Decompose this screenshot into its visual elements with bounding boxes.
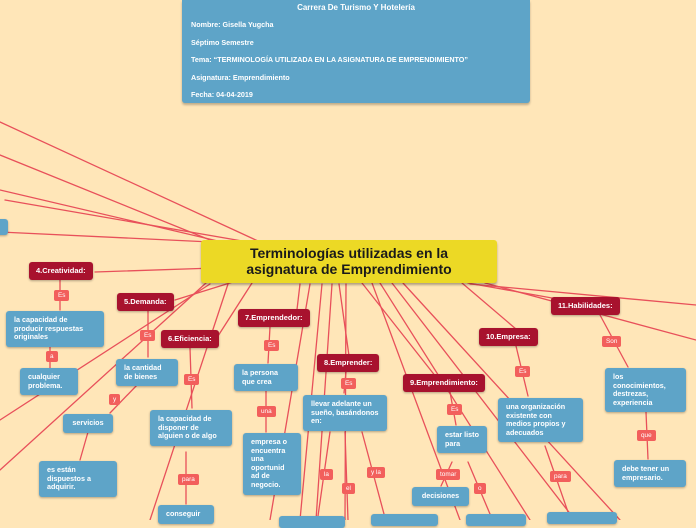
subtopic-debe-tener-empresario[interactable]: debe tener un empresario.: [614, 460, 686, 487]
main-topic-habilidades[interactable]: 11.Habilidades:: [551, 297, 620, 315]
connector-line: [0, 122, 258, 241]
header-semester: Séptimo Semestre: [191, 37, 254, 47]
connector-a[interactable]: a: [46, 351, 58, 362]
main-topic-empresa[interactable]: 10.Empresa:: [479, 328, 538, 346]
subtopic-organizacion-existente[interactable]: una organización existente con medios propios y adecuados: [498, 398, 583, 442]
subtopic-estar-listo[interactable]: estar listo para: [437, 426, 487, 453]
connector-para[interactable]: para: [550, 471, 571, 482]
main-topic-emprender[interactable]: 8.Emprender:: [317, 354, 379, 372]
header-date: Fecha: 04-04-2019: [191, 90, 253, 100]
connector-tomar[interactable]: tomar: [436, 469, 460, 480]
subtopic-capacidad-de-disponer[interactable]: la capacidad de disponer de alguien o de algo: [150, 410, 232, 446]
subtopic-partial-1[interactable]: [279, 516, 345, 528]
header-student-name: Nombre: Gisella Yugcha: [191, 20, 274, 29]
header-title: Carrera De Turismo Y Hotelería: [297, 3, 415, 12]
connector-el[interactable]: el: [342, 483, 355, 494]
connector-es[interactable]: Es: [515, 366, 530, 377]
main-topic-emprendimiento[interactable]: 9.Emprendimiento:: [403, 374, 485, 392]
connector-y[interactable]: y: [109, 394, 120, 405]
subtopic-cantidad-de-bienes[interactable]: la cantidad de bienes: [116, 359, 178, 386]
connector-es[interactable]: Es: [54, 290, 69, 301]
main-topic-creatividad[interactable]: 4.Creatividad:: [29, 262, 93, 280]
central-topic-line-2: asignatura de Emprendimiento: [246, 261, 452, 277]
connector-line: [339, 284, 350, 363]
subtopic-conseguir[interactable]: conseguir: [158, 505, 214, 524]
connector-que[interactable]: que: [637, 430, 656, 441]
connector-una[interactable]: una: [257, 406, 276, 417]
subtopic-respuestas-originales[interactable]: la capacidad de producir respuestas originales: [6, 311, 104, 347]
subtopic-partial-left[interactable]: [0, 219, 8, 235]
central-topic[interactable]: [201, 240, 497, 283]
subtopic-partial-2[interactable]: [371, 514, 438, 526]
connector-line: [80, 432, 88, 460]
connector-la[interactable]: la: [320, 469, 333, 480]
connector-es[interactable]: Es: [341, 378, 356, 389]
header-panel[interactable]: [182, 0, 530, 103]
subtopic-empresa-oportunidad[interactable]: empresa o encuentra una oportunid ad de negocio.: [243, 433, 301, 495]
subtopic-partial-4[interactable]: [547, 512, 617, 524]
subtopic-partial-3[interactable]: [466, 514, 526, 526]
connector-son[interactable]: Son: [602, 336, 621, 347]
connector-line: [0, 284, 210, 420]
connector-line: [0, 155, 215, 242]
subtopic-llevar-adelante-sueno[interactable]: llevar adelante un sueño, basándonos en:: [303, 395, 387, 431]
connector-o[interactable]: o: [474, 483, 486, 494]
main-topic-demanda[interactable]: 5.Demanda:: [117, 293, 174, 311]
main-topic-eficiencia[interactable]: 6.Eficiencia:: [161, 330, 219, 348]
subtopic-servicios[interactable]: servicios: [63, 414, 113, 433]
header-subject: Asignatura: Emprendimiento: [191, 72, 290, 82]
central-topic-line-1: Terminologías utilizadas en la: [249, 245, 449, 261]
main-topic-emprendedor[interactable]: 7.Emprendedor:: [238, 309, 310, 327]
subtopic-conocimientos-destrezas[interactable]: los conocimientos, destrezas, experiencia: [605, 368, 686, 412]
connector-es[interactable]: Es: [184, 374, 199, 385]
connector-y-la[interactable]: y la: [367, 467, 385, 478]
subtopic-persona-que-crea[interactable]: la persona que crea: [234, 364, 298, 391]
header-topic: Tema: “TERMINOLOGÍA UTILIZADA EN LA ASIGNATURA DE EMPRENDIMIENTO”: [191, 55, 468, 65]
subtopic-cualquier-problema[interactable]: cualquier problema.: [20, 368, 78, 395]
connector-line: [95, 268, 215, 272]
connector-es[interactable]: Es: [140, 330, 155, 341]
subtopic-decisiones[interactable]: decisiones: [412, 487, 469, 506]
connector-es[interactable]: Es: [447, 404, 462, 415]
connector-para[interactable]: para: [178, 474, 199, 485]
subtopic-dispuestos-a-adquirir[interactable]: es están dispuestos a adquirir.: [39, 461, 117, 497]
connector-es[interactable]: Es: [264, 340, 279, 351]
